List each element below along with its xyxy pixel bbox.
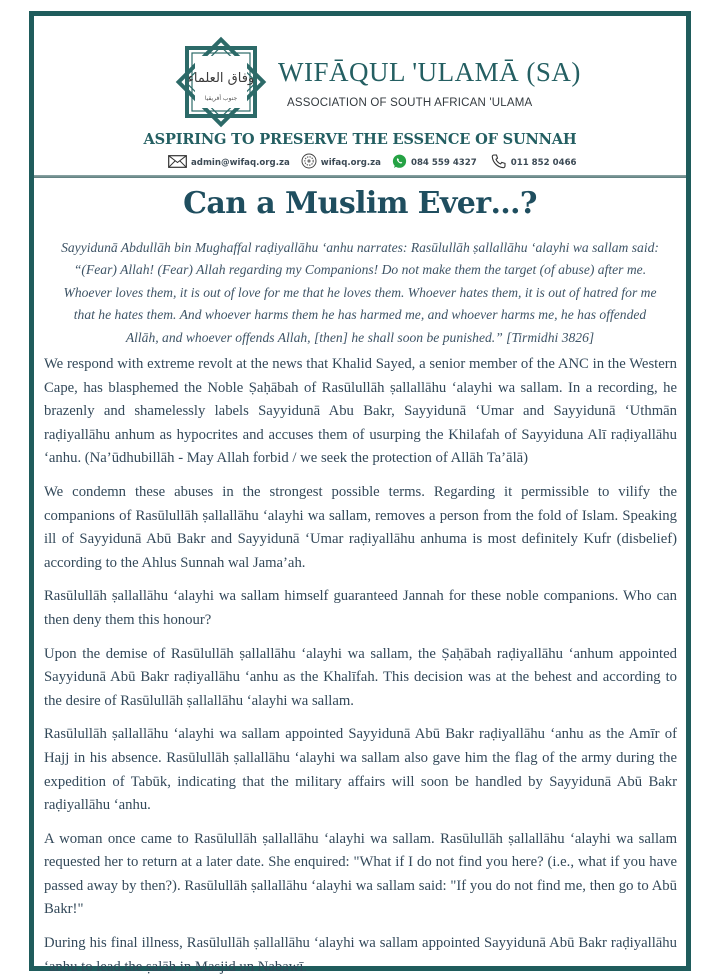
contact-phone[interactable] bbox=[491, 154, 577, 172]
hadith-quote: Sayyidunā Abdullāh bin Mughaffal raḍiyallāhu ‘anhu narrates: Rasūlullāh ṣallallāhu ‘alayhi wa sallam said: “(Fear) Allah! (Fear) Allah regarding my Companions! Do not make them the target (of abuse) after me. Whoever loves them, it is out of love for me that he loves them. Whoever hates them, it is out of hatred for me that he hates them. And whoever harms them he has harmed me, and whoever harms me, he has offended Allāh, and whoever offends Allah, [then] he shall soon be punished.” [Tirmidhi 3826] bbox=[61, 240, 659, 345]
paragraph-3: Rasūlullāh ṣallallāhu ‘alayhi wa sallam himself guaranteed Jannah for these noble companions. Who can then deny them this honour? bbox=[44, 588, 677, 628]
article-body bbox=[44, 353, 677, 979]
contact-email-text[interactable]: admin@wifaq.org.za bbox=[191, 157, 290, 168]
paragraph-7: During his final illness, Rasūlullāh ṣallallāhu ‘alayhi wa sallam appointed Sayyidunā Abū Bakr raḍiyallāhu ‘anhu to lead the ṣalāh in Masjid un Nabawī. bbox=[44, 935, 677, 975]
paragraph-5: Rasūlullāh ṣallallāhu ‘alayhi wa sallam appointed Sayyidunā Abū Bakr raḍiyallāhu ‘anhu as the Amīr of Hajj in his absence. Rasūlullāh ṣallallāhu ‘alayhi wa sallam also gave him the flag of the army during the expedition of Tabūk, indicating that the military affairs will soon be handled by Sayyidunā Abū Bakr raḍiyallāhu ‘anhu. bbox=[44, 726, 677, 814]
contact-whatsapp-text[interactable]: 084 559 4327 bbox=[410, 157, 477, 168]
logo-arabic-subtext: جنوب أفريقيا bbox=[204, 95, 238, 102]
logo-arabic-text: وفاق العلماء bbox=[187, 71, 255, 86]
contact-whatsapp[interactable] bbox=[392, 154, 477, 172]
organization-motto: ASPIRING TO PRESERVE THE ESSENCE OF SUNNAH bbox=[143, 131, 577, 148]
organization-subtitle: ASSOCIATION OF SOUTH AFRICAN 'ULAMA bbox=[287, 97, 533, 109]
paragraph-1: We respond with extreme revolt at the news that Khalid Sayed, a senior member of the ANC in the Western Cape, has blasphemed the Noble Ṣaḥābah of Rasūlullāh ṣallallāhu ‘alayhi wa sallam. In a recording, he brazenly and shamelessly labels Sayyidunā Abu Bakr, Sayyidunā ‘Umar and Sayyidunā ‘Uthmān raḍiyallāhu anhum as hypocrites and accuses them of usurping the Khilafah of Sayyiduna Alī raḍiyallāhu ‘anhu. (Na’ūdhubillāh - May Allah forbid / we seek the protection of Allāh Ta’ālā) bbox=[44, 356, 677, 467]
contact-website[interactable] bbox=[301, 153, 381, 172]
whatsapp-icon bbox=[392, 154, 407, 172]
letterhead bbox=[34, 16, 686, 175]
contact-phone-text[interactable]: 011 852 0466 bbox=[510, 157, 577, 168]
phone-icon bbox=[491, 154, 507, 172]
logo-emblem-icon bbox=[169, 30, 273, 134]
contact-website-text[interactable]: wifaq.org.za bbox=[320, 157, 381, 168]
organization-name: WIFĀQUL 'ULAMĀ (SA) bbox=[278, 57, 581, 87]
globe-icon bbox=[301, 153, 317, 172]
contact-bar bbox=[168, 153, 588, 172]
paragraph-4: Upon the demise of Rasūlullāh ṣallallāhu ‘alayhi wa sallam, the Ṣaḥābah raḍiyallāhu ‘anhum appointed Sayyidunā Abū Bakr raḍiyallāhu ‘anhu as the Khalīfah. This decision was at the behest and according to the desire of Rasūlullāh ṣallallāhu ‘alayhi wa sallam. bbox=[44, 645, 677, 709]
envelope-icon bbox=[168, 155, 187, 171]
article-title: Can a Muslim Ever…? bbox=[183, 186, 537, 221]
letterhead-divider bbox=[34, 175, 686, 178]
paragraph-6: A woman once came to Rasūlullāh ṣallallāhu ‘alayhi wa sallam. Rasūlullāh ṣallallāhu ‘alayhi wa sallam requested her to return at a later date. She enquired: "What if I do not find you here? (i.e., what if you have passed away by then?). Rasūlullāh ṣallallāhu ‘alayhi wa sallam said: "If you do not find me, then go to Abū Bakr!" bbox=[44, 830, 677, 918]
document-frame bbox=[29, 11, 691, 975]
contact-email[interactable] bbox=[168, 155, 290, 171]
paragraph-2: We condemn these abuses in the strongest possible terms. Regarding it permissible to vilify the companions of Rasūlullāh ṣallallāhu ‘alayhi wa sallam, removes a person from the fold of Islam. Speaking ill of Sayyidunā Abū Bakr and Sayyidunā ‘Umar raḍiyallāhu anhuma is most definitely Kufr (disbelief) according to the Ahlus Sunnah wal Jama’ah. bbox=[44, 483, 677, 571]
